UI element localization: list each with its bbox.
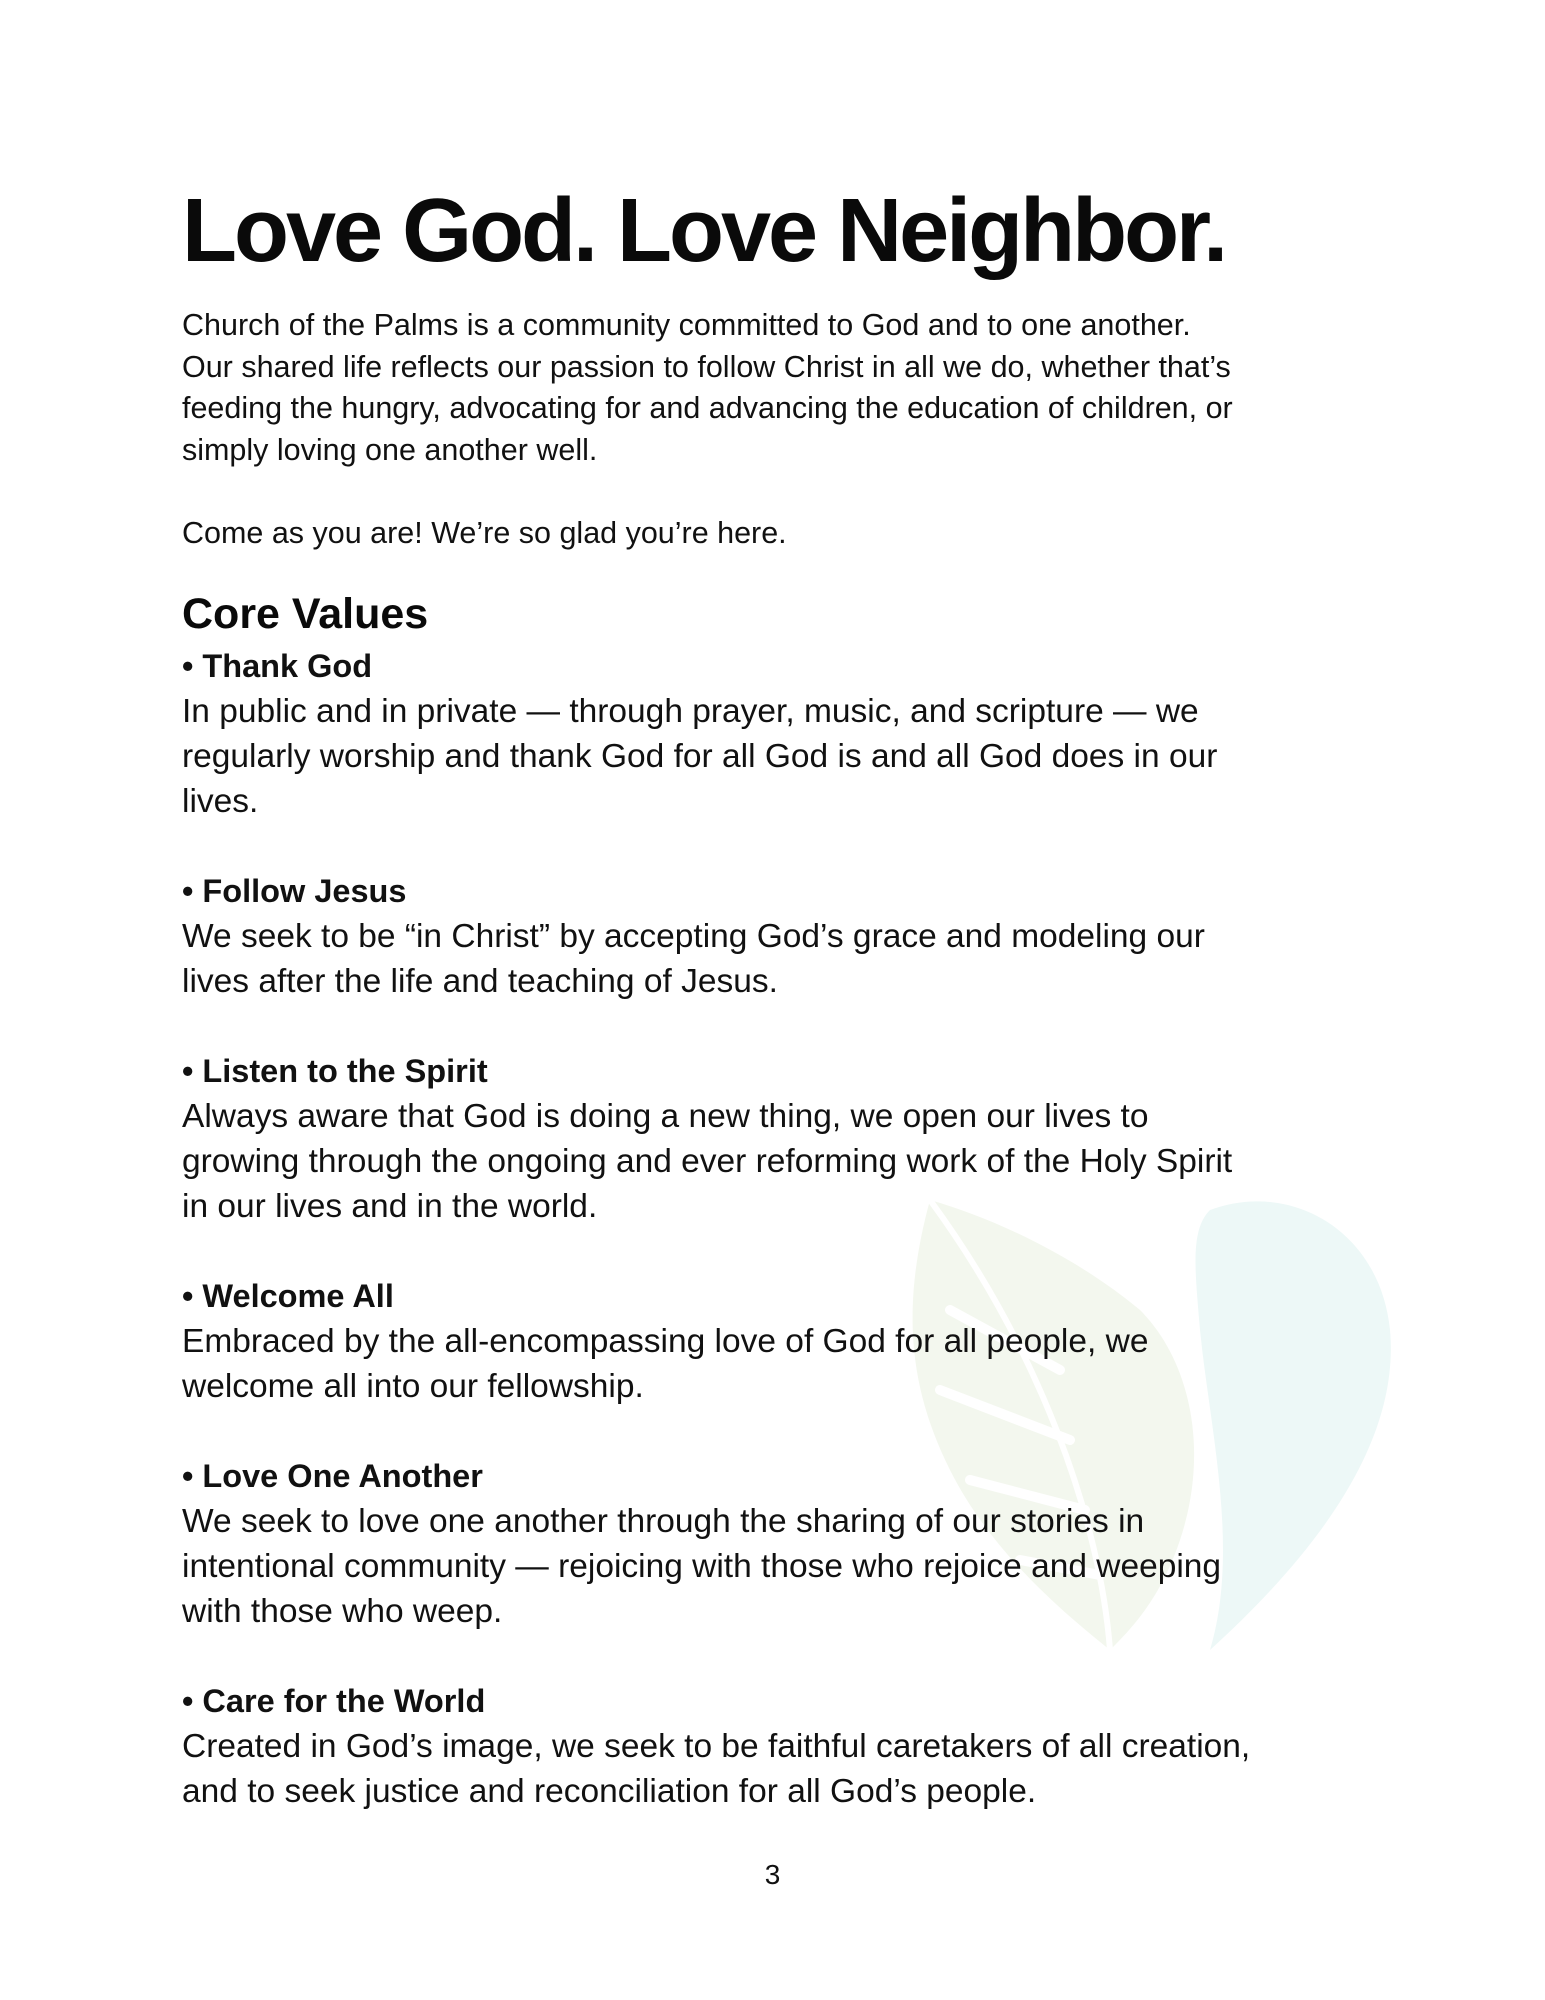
intro-paragraph — [182, 305, 1402, 471]
core-value-listen-to-the-spirit — [182, 1049, 1382, 1229]
core-value-follow-jesus — [182, 869, 1382, 1004]
value-title: • Follow Jesus — [182, 873, 407, 909]
page-number: 3 — [764, 1859, 781, 1890]
value-line: with those who weep. — [182, 1593, 503, 1630]
intro-line: simply loving one another well. — [182, 432, 598, 467]
core-value-care-for-the-world — [182, 1679, 1382, 1814]
core-value-welcome-all — [182, 1274, 1382, 1409]
value-line: In public and in private — through prayer, music, and scripture — we — [182, 693, 1199, 730]
page-title: Love God. Love Neighbor. — [182, 181, 1226, 281]
value-title: • Thank God — [182, 648, 373, 684]
value-description — [182, 1094, 1382, 1229]
value-title: • Care for the World — [182, 1683, 486, 1719]
value-line: intentional community — rejoicing with those who rejoice and weeping — [182, 1548, 1222, 1585]
value-line: and to seek justice and reconciliation for all God’s people. — [182, 1773, 1037, 1810]
value-title: • Listen to the Spirit — [182, 1053, 488, 1089]
core-values-heading: Core Values — [182, 590, 429, 638]
value-line: Created in God’s image, we seek to be faithful caretakers of all creation, — [182, 1728, 1251, 1765]
intro-line: Our shared life reflects our passion to follow Christ in all we do, whether that’s — [182, 349, 1231, 384]
value-description — [182, 1724, 1382, 1814]
value-line: Embraced by the all-encompassing love of God for all people, we — [182, 1323, 1149, 1360]
core-value-thank-god — [182, 644, 1382, 824]
value-line: lives. — [182, 783, 259, 820]
core-values-list — [182, 644, 1382, 1859]
core-value-love-one-another — [182, 1454, 1382, 1634]
value-description — [182, 1499, 1382, 1634]
value-line: We seek to love one another through the sharing of our stories in — [182, 1503, 1145, 1540]
value-description — [182, 914, 1382, 1004]
intro-line: Church of the Palms is a community committed to God and to one another. — [182, 308, 1191, 342]
value-line: lives after the life and teaching of Jesus. — [182, 963, 778, 1000]
value-line: Always aware that God is doing a new thing, we open our lives to — [182, 1098, 1149, 1135]
intro-line: feeding the hungry, advocating for and advancing the education of children, or — [182, 391, 1233, 425]
value-line: regularly worship and thank God for all God is and all God does in our — [182, 738, 1218, 775]
value-line: growing through the ongoing and ever reforming work of the Holy Spirit — [182, 1143, 1233, 1180]
value-title: • Love One Another — [182, 1458, 483, 1494]
welcome-text: Come as you are! We’re so glad you’re here. — [182, 516, 787, 550]
value-line: in our lives and in the world. — [182, 1188, 598, 1225]
value-line: We seek to be “in Christ” by accepting God’s grace and modeling our — [182, 918, 1205, 955]
value-title: • Welcome All — [182, 1278, 394, 1314]
value-description — [182, 689, 1382, 824]
value-line: welcome all into our fellowship. — [182, 1368, 644, 1405]
value-description — [182, 1319, 1382, 1409]
